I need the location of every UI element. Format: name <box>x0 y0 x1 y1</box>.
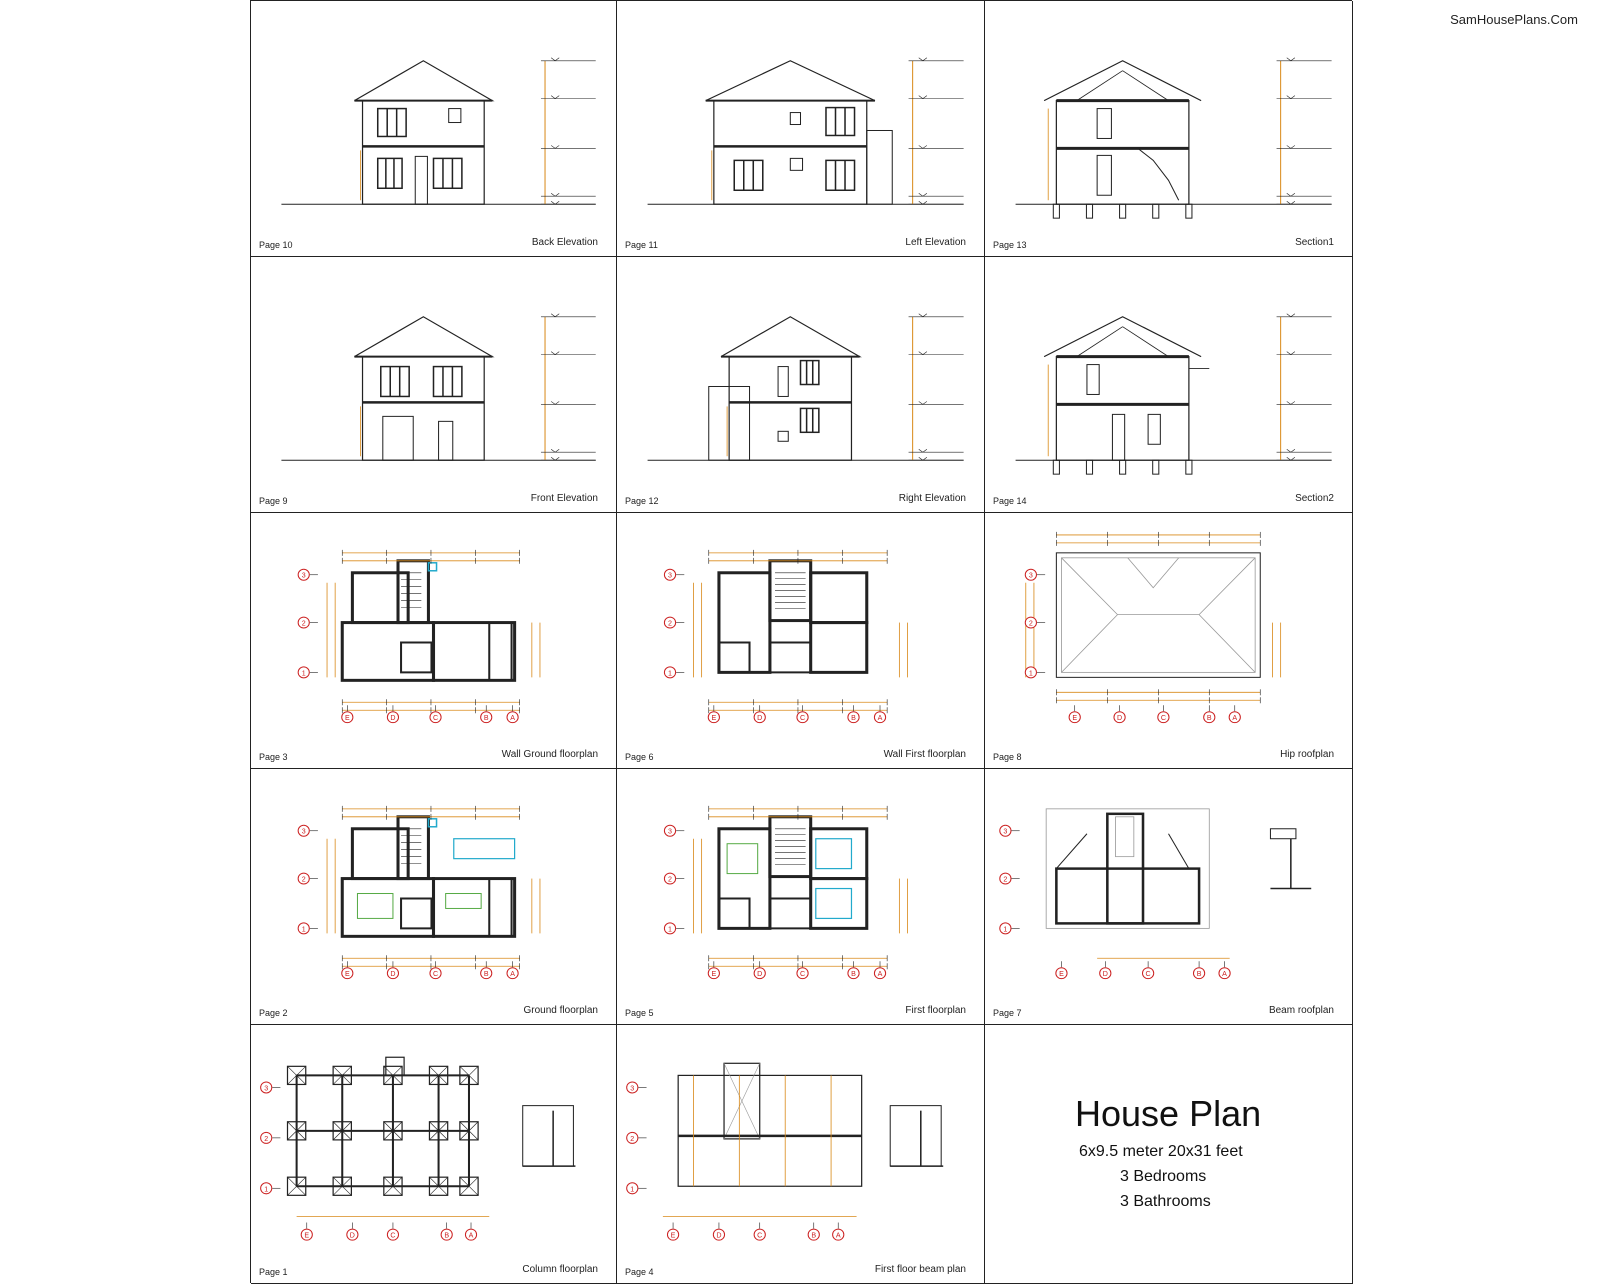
cad-drawing <box>617 513 984 768</box>
svg-text:A: A <box>877 971 883 979</box>
cad-drawing <box>985 769 1352 1024</box>
sheet-title: Section1 <box>1295 237 1334 248</box>
sheet-back-elevation[interactable] <box>251 1 617 257</box>
svg-text:D: D <box>390 715 396 723</box>
cad-drawing <box>251 1025 616 1283</box>
page-number: Page 7 <box>993 1008 1022 1018</box>
svg-text:1: 1 <box>630 1185 635 1194</box>
page-number: Page 2 <box>259 1008 288 1018</box>
svg-text:3: 3 <box>668 828 672 836</box>
svg-text:1: 1 <box>1028 670 1033 678</box>
svg-text:3: 3 <box>301 572 306 580</box>
page-number: Page 13 <box>993 240 1027 250</box>
cad-drawing <box>617 1025 984 1283</box>
sheet-beam-roofplan[interactable] <box>985 769 1353 1025</box>
svg-text:C: C <box>432 715 439 723</box>
svg-text:1: 1 <box>1003 926 1008 934</box>
svg-text:B: B <box>851 715 856 723</box>
svg-text:E: E <box>304 1232 310 1240</box>
svg-text:D: D <box>349 1232 355 1240</box>
svg-text:1: 1 <box>301 926 306 934</box>
sheet-section-1[interactable] <box>985 1 1353 257</box>
cad-drawing <box>251 257 616 512</box>
sheet-ground-floorplan[interactable] <box>251 769 617 1025</box>
svg-text:B: B <box>851 971 856 979</box>
sheet-wall-ground-floorplan[interactable] <box>251 513 617 769</box>
cad-drawing <box>617 257 984 512</box>
svg-text:3: 3 <box>668 572 672 580</box>
page-number: Page 14 <box>993 496 1027 506</box>
svg-text:3: 3 <box>301 828 306 836</box>
svg-text:D: D <box>757 715 763 723</box>
sheet-title: First floorplan <box>905 1005 966 1016</box>
svg-text:C: C <box>757 1231 763 1240</box>
sheet-hip-roofplan[interactable] <box>985 513 1353 769</box>
svg-text:3: 3 <box>630 1084 635 1093</box>
svg-text:D: D <box>390 971 396 979</box>
sheet-first-floorplan[interactable] <box>617 769 985 1025</box>
svg-text:E: E <box>1059 971 1064 979</box>
svg-text:2: 2 <box>301 876 306 884</box>
svg-text:1: 1 <box>264 1186 269 1194</box>
svg-text:C: C <box>432 971 439 979</box>
sheet-wall-first-floorplan[interactable] <box>617 513 985 769</box>
sheet-title: Ground floorplan <box>523 1005 598 1016</box>
svg-text:E: E <box>711 971 717 979</box>
svg-text:1: 1 <box>301 670 306 678</box>
svg-text:2: 2 <box>301 620 306 628</box>
sheet-title: Wall First floorplan <box>883 749 966 760</box>
svg-text:1: 1 <box>668 670 672 678</box>
title-block <box>985 1025 1353 1284</box>
page-number: Page 10 <box>259 240 293 250</box>
svg-text:2: 2 <box>1028 620 1033 628</box>
svg-text:C: C <box>799 715 806 723</box>
svg-text:3: 3 <box>1003 828 1008 836</box>
svg-text:A: A <box>510 971 515 979</box>
sheet-first-floor-beam-plan[interactable] <box>617 1025 985 1284</box>
sheet-title: Section2 <box>1295 493 1334 504</box>
svg-text:2: 2 <box>630 1134 635 1143</box>
svg-text:D: D <box>716 1231 722 1240</box>
page-number: Page 5 <box>625 1008 654 1018</box>
page-number: Page 11 <box>625 240 658 250</box>
sheet-title: Hip roofplan <box>1280 749 1334 760</box>
svg-text:D: D <box>1116 715 1123 723</box>
svg-text:B: B <box>1206 715 1212 723</box>
cad-drawing <box>985 257 1352 512</box>
cad-drawing <box>985 513 1352 768</box>
title-block-heading: House Plan <box>1075 1093 1262 1134</box>
sheet-title: Left Elevation <box>905 237 966 248</box>
svg-text:E: E <box>344 971 350 979</box>
svg-text:A: A <box>468 1232 474 1240</box>
svg-text:B: B <box>444 1232 450 1240</box>
sheet-front-elevation[interactable] <box>251 257 617 513</box>
page-number: Page 1 <box>259 1267 288 1277</box>
svg-text:B: B <box>483 715 489 723</box>
sheet-section-2[interactable] <box>985 257 1353 513</box>
drawing-sheet <box>250 0 1353 1283</box>
svg-text:A: A <box>1232 715 1238 723</box>
sheet-column-floorplan[interactable] <box>251 1025 617 1284</box>
cad-drawing <box>251 769 616 1024</box>
svg-text:D: D <box>757 971 763 979</box>
sheet-right-elevation[interactable] <box>617 257 985 513</box>
sheet-title: Column floorplan <box>522 1264 598 1275</box>
svg-text:1: 1 <box>668 926 672 934</box>
page-number: Page 6 <box>625 752 654 762</box>
page-number: Page 9 <box>259 496 288 506</box>
page-number: Page 8 <box>993 752 1022 762</box>
cad-drawing <box>251 513 616 768</box>
svg-text:A: A <box>877 715 883 723</box>
page-number: Page 3 <box>259 752 288 762</box>
cad-drawing <box>985 1 1352 256</box>
svg-text:2: 2 <box>668 620 672 628</box>
sheet-title: Beam roofplan <box>1268 1005 1334 1016</box>
title-block-bedrooms: 3 Bedrooms <box>1120 1168 1207 1185</box>
sheet-grid <box>250 0 1352 1283</box>
svg-text:C: C <box>1145 971 1151 979</box>
sheet-left-elevation[interactable] <box>617 1 985 257</box>
svg-text:2: 2 <box>264 1135 269 1143</box>
svg-text:B: B <box>1196 971 1202 979</box>
site-watermark: SamHousePlans.Com <box>1450 12 1578 27</box>
svg-text:2: 2 <box>668 876 672 884</box>
svg-text:A: A <box>510 715 515 723</box>
svg-text:E: E <box>670 1231 676 1240</box>
svg-text:C: C <box>390 1232 396 1240</box>
title-block-bathrooms: 3 Bathrooms <box>1120 1193 1211 1210</box>
page-number: Page 4 <box>625 1267 654 1277</box>
sheet-title: Right Elevation <box>898 493 966 504</box>
svg-text:A: A <box>835 1231 841 1240</box>
page-number: Page 12 <box>625 496 659 506</box>
sheet-title: Wall Ground floorplan <box>501 749 598 760</box>
svg-text:C: C <box>1160 715 1166 723</box>
svg-text:C: C <box>799 971 806 979</box>
cad-drawing <box>251 1 616 256</box>
svg-text:E: E <box>1072 715 1078 723</box>
svg-text:A: A <box>1222 971 1227 979</box>
svg-text:B: B <box>811 1231 817 1240</box>
title-block-size: 6x9.5 meter 20x31 feet <box>1079 1143 1243 1160</box>
cad-drawing <box>617 769 984 1024</box>
sheet-title: Back Elevation <box>531 237 598 248</box>
svg-text:3: 3 <box>1028 572 1033 580</box>
svg-text:2: 2 <box>1003 876 1008 884</box>
svg-text:D: D <box>1102 971 1108 979</box>
svg-text:E: E <box>711 715 717 723</box>
cad-drawing <box>617 1 984 256</box>
sheet-title: First floor beam plan <box>874 1264 966 1275</box>
svg-text:E: E <box>344 715 350 723</box>
svg-text:B: B <box>483 971 489 979</box>
svg-text:3: 3 <box>264 1085 269 1093</box>
sheet-title: Front Elevation <box>530 493 598 504</box>
